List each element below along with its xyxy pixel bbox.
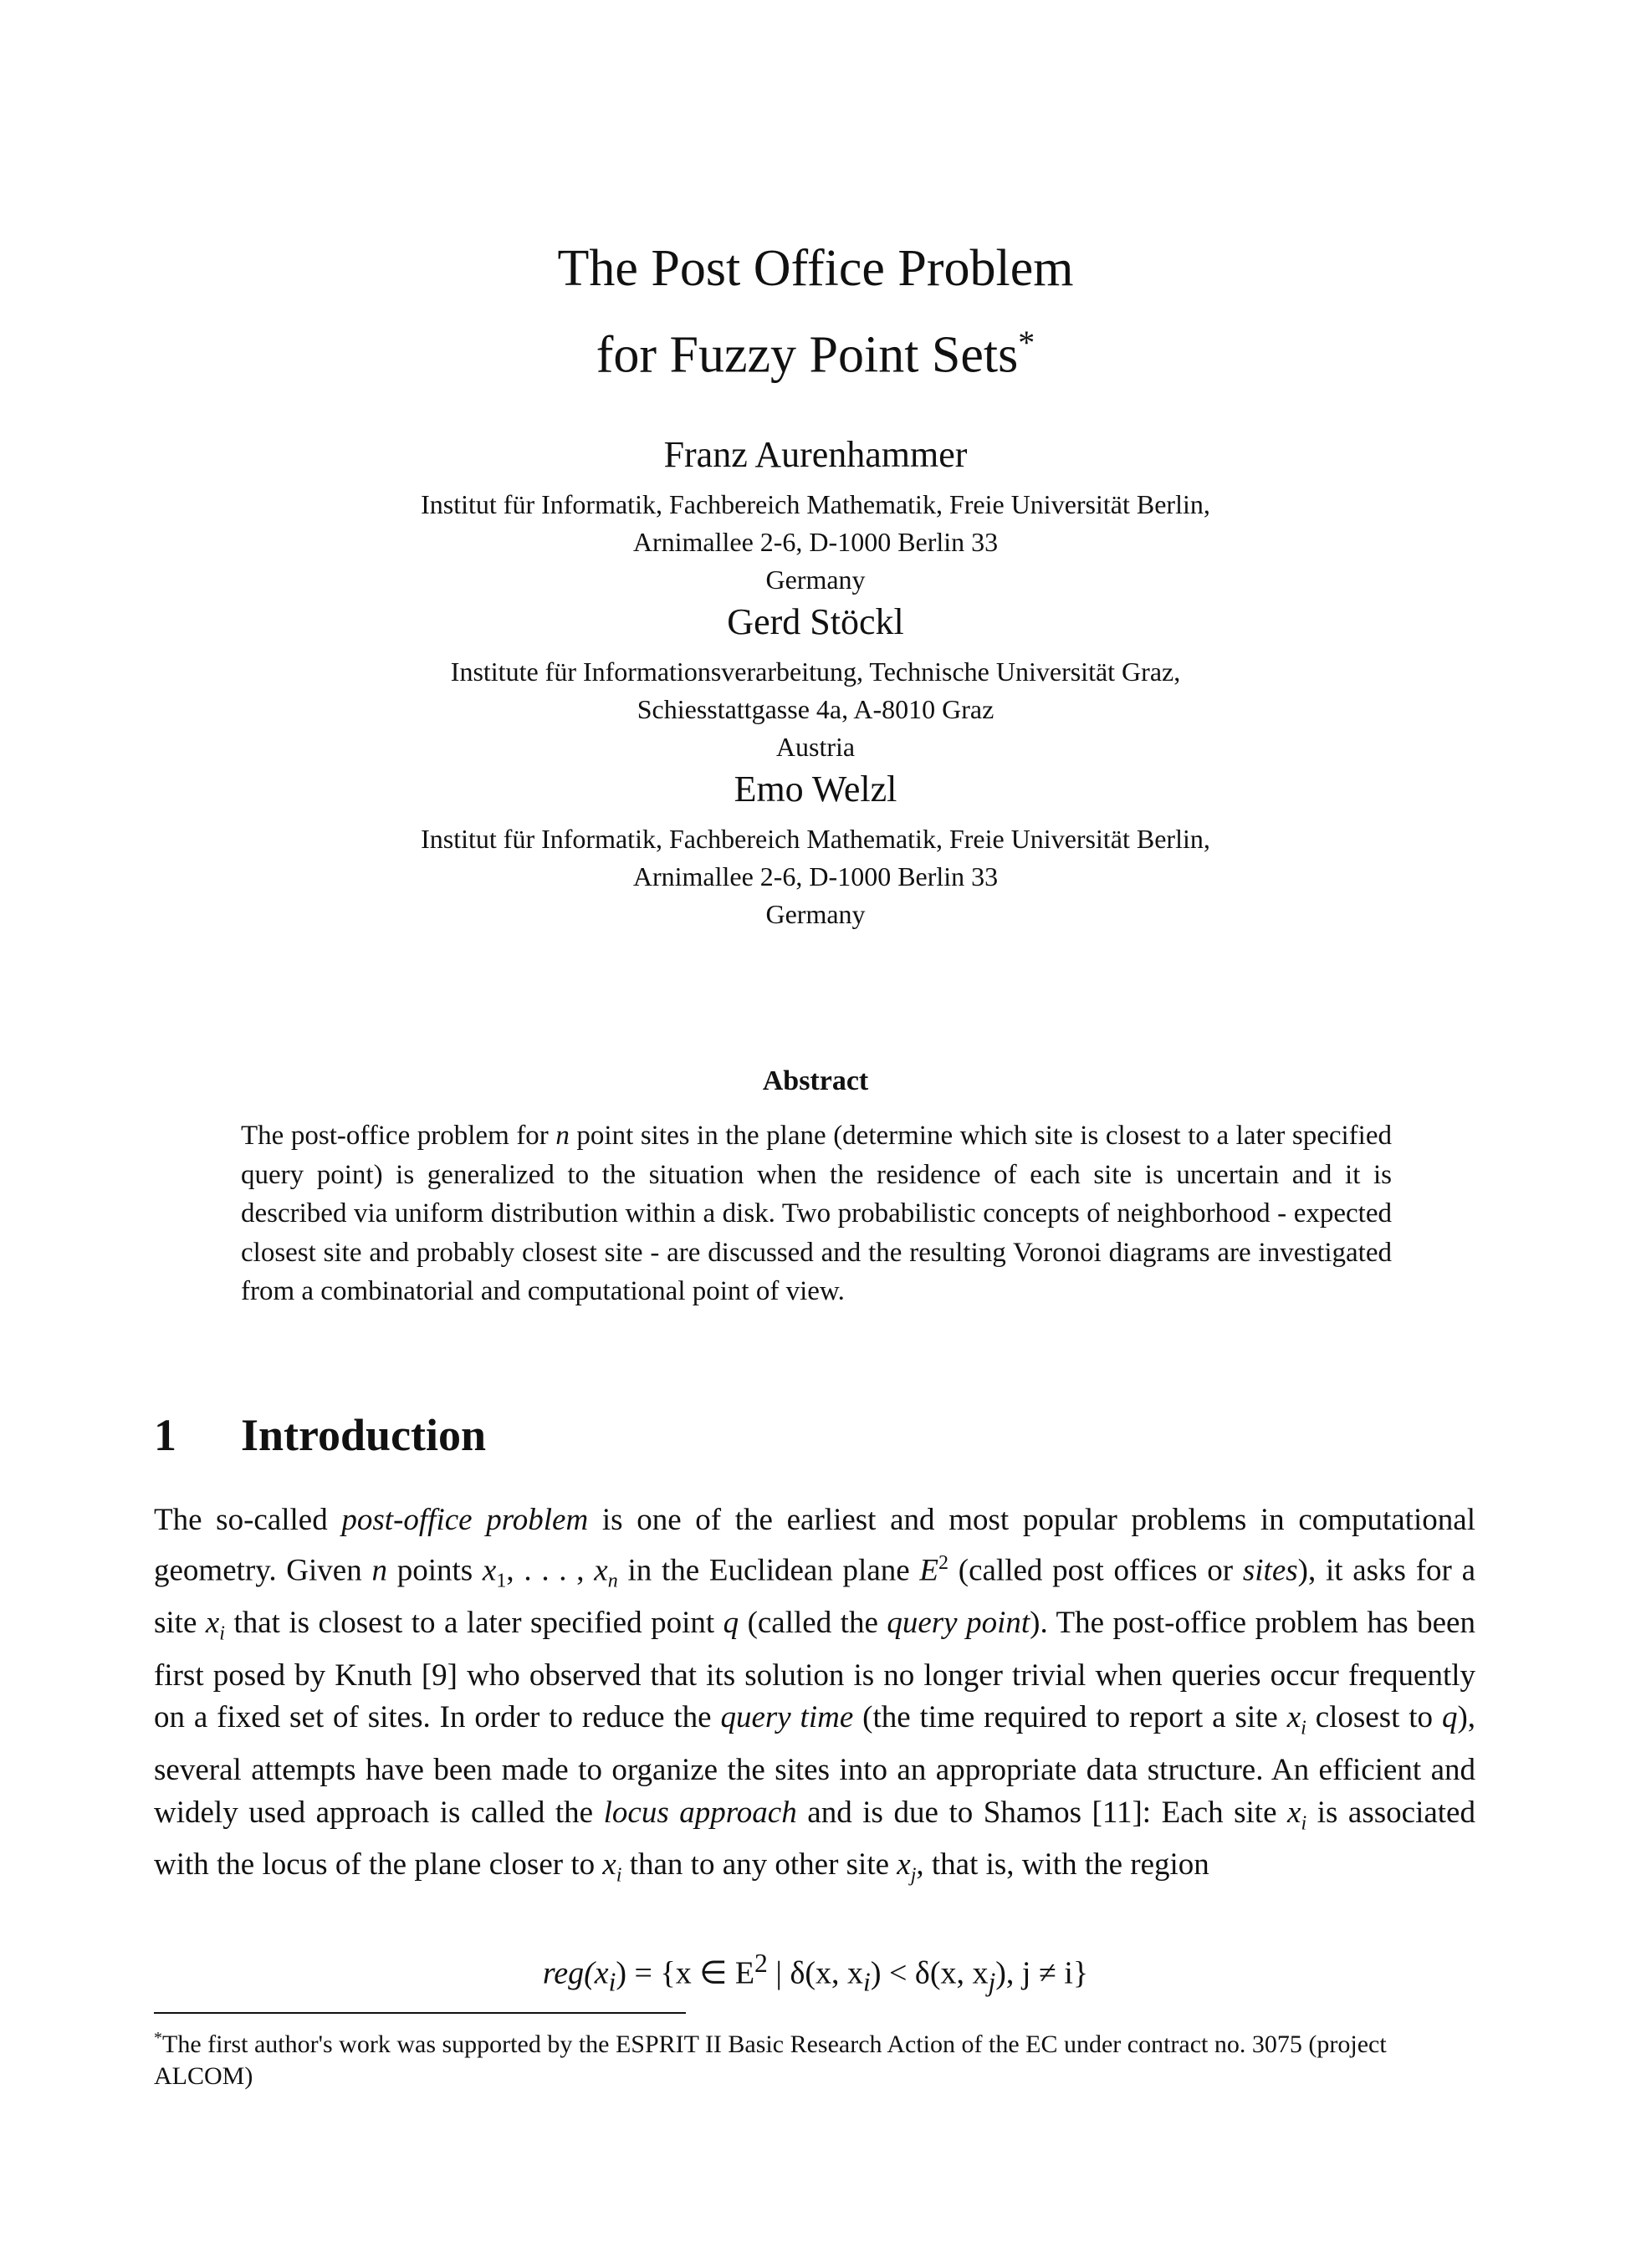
author-name: Gerd Stöckl bbox=[727, 601, 904, 642]
author-affiliation-line: Schiesstattgasse 4a, A-8010 Graz bbox=[637, 694, 994, 724]
author-affiliation-line: Austria bbox=[775, 732, 856, 762]
footnote-text: The first author's work was supported by the ESPRIT II Basic Research Action of the EC under contract no. 3075 (project ALCOM) bbox=[154, 2030, 1387, 2090]
author-affiliation-line: Institut für Informatik, Fachbereich Mathematik, Freie Universität Berlin, bbox=[421, 489, 1210, 519]
paper-title-line-2 bbox=[0, 323, 1631, 386]
author-affiliation-line: Arnimallee 2-6, D-1000 Berlin 33 bbox=[632, 527, 999, 557]
paper-title-line-1 bbox=[0, 239, 1631, 299]
body-paragraph: The so-called post-office problem is one of the earliest and most popular problems in computational geometry. Given n points $x_1$, . . . , $x_n$ in the Euclidean plane $E^2$ (called post offices or sites), it asks for a site $x_i$ that is closest to a later specified point q (called the query point). The post-office problem has been first posed by Knuth [9] who observed that its solution is no longer trivial when queries occur frequently on a fixed set of sites. In order to reduce the query time (the time required to report a site $x_i$ closest to q), several attempts have been made to organize the sites into an appropriate data structure. An efficient and widely used approach is called the locus approach and is due to Shamos [11]: Each site $x_i$ is associated with the locus of the plane closer to $x_i$ than to any other site $x_j$, that is, with the region bbox=[154, 1503, 1476, 1887]
title-footnote-mark: * bbox=[1018, 324, 1035, 361]
footnote-rule bbox=[154, 2012, 686, 2014]
abstract-heading: Abstract bbox=[762, 1065, 869, 1096]
author-name: Franz Aurenhammer bbox=[663, 434, 968, 475]
author-name: Emo Welzl bbox=[734, 769, 897, 810]
section-heading bbox=[154, 1409, 486, 1461]
title-text-2: for Fuzzy Point Sets bbox=[596, 326, 1019, 384]
section-number: 1 bbox=[154, 1410, 176, 1460]
author-affiliation-line: Arnimallee 2-6, D-1000 Berlin 33 bbox=[632, 861, 999, 891]
section-title: Introduction bbox=[241, 1410, 487, 1460]
abstract-text: The post-office problem for n point sites in the plane (determine which site is closest to a later specified query point) is generalized to the situation when the residence of each site is uncertain and it is described via uniform distribution within a disk. Two probabilistic concepts of neighborhood - expected closest site and probably closest site - are discussed and the resulting Voronoi diagrams are investigated from a combinatorial and computational point of view. bbox=[241, 1121, 1392, 1306]
footnote-mark: * bbox=[154, 2029, 162, 2047]
author-affiliation-line: Germany bbox=[765, 899, 866, 929]
title-text-1: The Post Office Problem bbox=[557, 240, 1074, 297]
author-affiliation-line: Institute für Informationsverarbeitung, Technische Universität Graz, bbox=[450, 656, 1181, 687]
footnote bbox=[154, 2022, 1475, 2092]
region-equation: $reg(x_i) = \{x$ ∈ $E^2$ | δ(x, $x_i) < \delta(x$, $x_j$), j ≠ i} bbox=[542, 1949, 1089, 1997]
author-affiliation-line: Institut für Informatik, Fachbereich Mathematik, Freie Universität Berlin, bbox=[421, 824, 1210, 854]
author-affiliation-line: Germany bbox=[765, 564, 866, 595]
